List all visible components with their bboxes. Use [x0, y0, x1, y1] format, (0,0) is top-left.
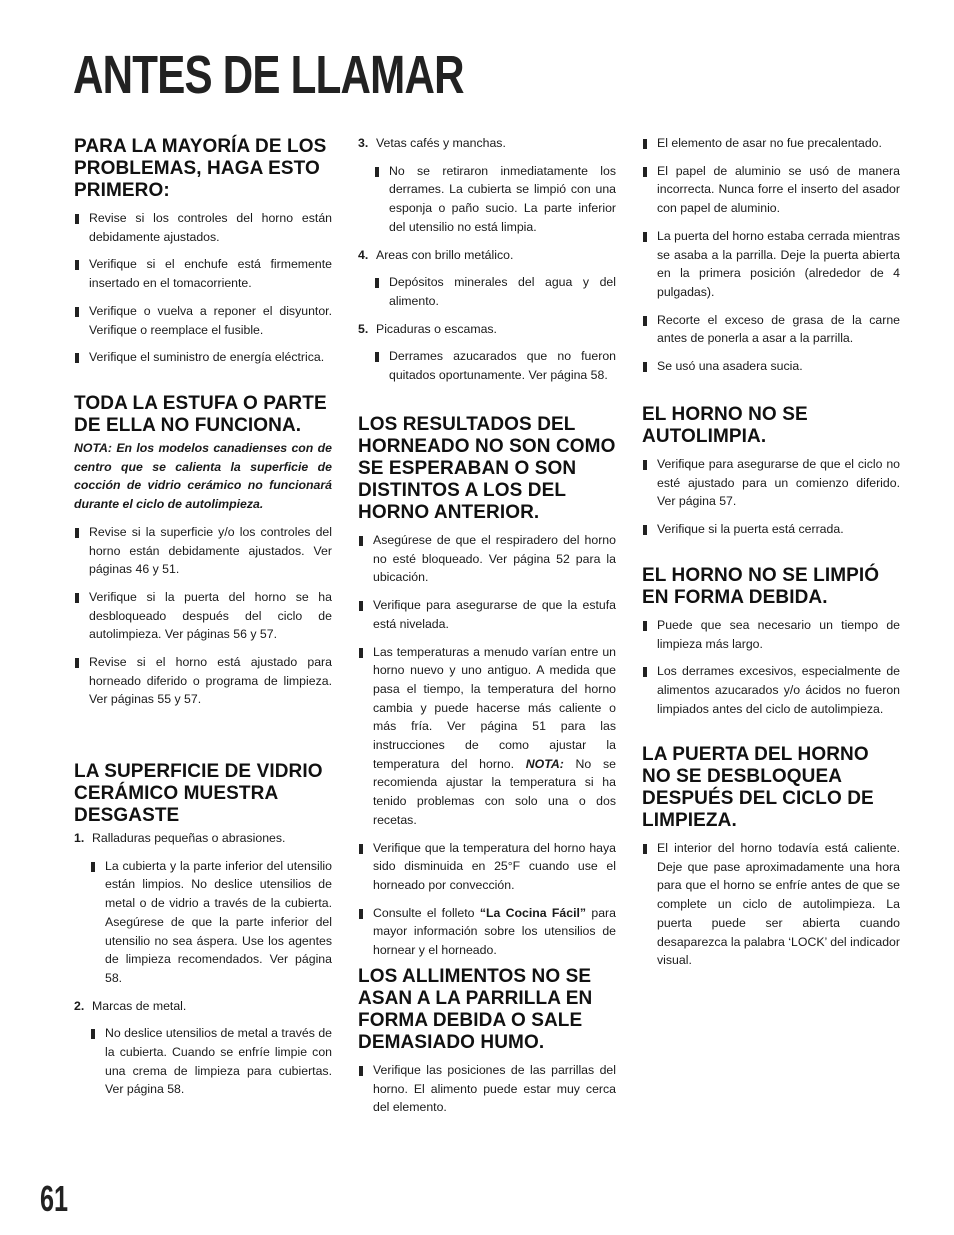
section-broiling [358, 966, 616, 1126]
item-text: Ralladuras pequeñas o abrasiones. [92, 831, 286, 845]
section-heading: LA PUERTA DEL HORNO NO SE DESBLOQUEA DESPUÉS DEL CICLO DE LIMPIEZA. [642, 744, 874, 831]
list-item: Puede que sea necesario un tiempo de limpieza más largo. [642, 616, 900, 653]
item-number: 5. [358, 321, 369, 336]
booklet-title: “La Cocina Fácil” [479, 905, 587, 920]
section-door-not-unlocking [642, 744, 900, 979]
list-item: El papel de aluminio se usó de manera incorrecta. Nunca forre el inserto del asador con papel de aluminio. [642, 162, 900, 218]
item-text: Picaduras o escamas. [376, 321, 497, 336]
list-item: Los derrames excesivos, especialmente de alimentos azucarados y/o ácidos no fueron limpiados antes del ciclo de autolimpieza. [642, 662, 900, 718]
bullet-list [358, 347, 616, 384]
list-item: Asegúrese de que el respiradero del horno no esté bloqueado. Ver página 52 para la ubicación. [358, 531, 616, 587]
numbered-item [74, 829, 332, 848]
list-item: Verifique o vuelva a reponer el disyuntor. Verifique o reemplace el fusible. [74, 302, 332, 339]
item-text: Vetas cafés y manchas. [376, 136, 506, 150]
list-item: Revise si la superficie y/o los controles del horno están debidamente ajustados. Ver páginas 46 y 51. [74, 523, 332, 579]
list-item [358, 643, 616, 830]
numbered-item [358, 320, 616, 339]
list-item: Derrames azucarados que no fueron quitados oportunamente. Ver página 58. [374, 347, 616, 384]
list-item: Verifique si el enchufe está firmemente insertado en el tomacorriente. [74, 255, 332, 292]
section-heading: EL HORNO NO SE LIMPIÓ EN FORMA DEBIDA. [642, 565, 880, 608]
bullet-list [642, 616, 900, 719]
bullet-list [74, 1024, 332, 1099]
page-title: ANTES DE LLAMAR [73, 45, 464, 105]
list-item: Verifique que la temperatura del horno haya sido disminuida en 25°F cuando use el horneado por convección. [358, 839, 616, 895]
list-item: No deslice utensilios de metal a través de la cubierta. Cuando se enfríe limpie con una crema de limpieza para cubiertas. Ver página 58. [90, 1024, 332, 1099]
section-heading: LA SUPERFICIE DE VIDRIO CERÁMICO MUESTRA DESGASTE [74, 761, 323, 826]
section-not-cleaned-properly [642, 565, 900, 728]
bullet-list [358, 273, 616, 310]
item-text: Areas con brillo metálico. [376, 247, 514, 262]
numbered-item [74, 997, 332, 1016]
bullet-list [74, 857, 332, 988]
bullet-list [358, 531, 616, 960]
section-not-self-cleaning [642, 404, 900, 548]
section-glass-wear [74, 761, 332, 1108]
section-heading: EL HORNO NO SE AUTOLIMPIA. [642, 404, 808, 447]
list-item: Depósitos minerales del agua y del alimento. [374, 273, 616, 310]
item-text: No se recomienda ajustar la temperatura si ha tenido problemas con solo una o dos recetas. [373, 756, 616, 827]
list-item: Verifique si la puerta está cerrada. [642, 520, 900, 539]
list-item: La cubierta y la parte inferior del utensilio están limpios. No deslice utensilios de metal o de vidrio a través de la cubierta. Asegúrese de que la parte inferior del utensilio no sea áspera. Use los agentes de limpieza recomendados. Ver página 58. [90, 857, 332, 988]
list-item: El interior del horno todavía está caliente. Deje que pase aproximadamente una hora para que el horno se enfríe antes de que se complete un ciclo de autolimpieza. La puerta puede ser abierta cuando desaparezca la palabra ‘LOCK’ del indicador visual. [642, 839, 900, 970]
list-item: La puerta del horno estaba cerrada mientras se asaba a la parrilla. Deje la puerta abierta en la primera posición (alrededor de 4 pulgadas). [642, 227, 900, 302]
bullet-list [358, 162, 616, 237]
list-item: Verifique si la puerta del horno se ha desbloqueado después del ciclo de autolimpieza. Ver páginas 56 y 57. [74, 588, 332, 644]
section-heading: LOS RESULTADOS DEL HORNEADO NO SON COMO SE ESPERABAN O SON DISTINTOS A LOS DEL HORNO ANTERIOR. [358, 414, 616, 523]
section-stove-not-working [74, 393, 332, 718]
note-label: NOTA: [525, 756, 564, 771]
section-heading: LOS ALLIMENTOS NO SE ASAN A LA PARRILLA EN FORMA DEBIDA O SALE DEMASIADO HUMO. [358, 966, 593, 1053]
item-text: Marcas de metal. [92, 998, 187, 1013]
item-number: 2. [74, 998, 85, 1013]
section-first-steps [74, 136, 332, 376]
item-text: Las temperaturas a menudo varían entre un horno nuevo y uno antiguo. A medida que pasa el tiempo, la temperatura del horno cambia y puede hacerse más caliente o más fría. Ver página 51 para las instrucciones de como ajustar la temperatura del horno. [373, 644, 616, 771]
list-item: Revise si el horno está ajustado para horneado diferido o programa de limpieza. Ver páginas 55 y 57. [74, 653, 332, 709]
list-item: Se usó una asadera sucia. [642, 357, 900, 376]
numbered-item [358, 246, 616, 265]
item-text: para mayor información sobre los utensilios de hornear y el horneado. [373, 905, 616, 958]
item-number: 1. [74, 831, 85, 845]
list-item: Verifique para asegurarse de que el ciclo no esté ajustado para un comienzo diferido. Ver página 57. [642, 455, 900, 511]
bullet-list [358, 1061, 616, 1117]
list-item: El elemento de asar no fue precalentado. [642, 134, 900, 153]
bullet-list [74, 209, 332, 367]
section-glass-wear-continued [358, 134, 616, 394]
section-heading: TODA LA ESTUFA O PARTE DE ELLA NO FUNCIONA. [74, 393, 327, 436]
page-number: 61 [40, 1178, 69, 1219]
bullet-list [642, 455, 900, 539]
note-text: NOTA: En los modelos canadienses con de centro que se calienta la superficie de cocción de vidrio cerámico no funcionará durante el ciclo de autolimpieza. [74, 441, 332, 512]
item-number: 4. [358, 247, 369, 262]
bullet-list [642, 134, 900, 376]
list-item: Revise si los controles del horno están debidamente ajustados. [74, 209, 332, 246]
list-item: No se retiraron inmediatamente los derrames. La cubierta se limpió con una esponja o paño sucio. La parte inferior del utensilio no está limpia. [374, 162, 616, 237]
list-item [358, 904, 616, 960]
bullet-list [642, 839, 900, 970]
section-baking-results [358, 414, 616, 969]
list-item: Verifique las posiciones de las parrillas del horno. El alimento puede estar muy cerca del elemento. [358, 1061, 616, 1117]
bullet-list [74, 523, 332, 709]
section-heading: PARA LA MAYORÍA DE LOS PROBLEMAS, HAGA ESTO PRIMERO: [74, 136, 327, 201]
item-number: 3. [358, 136, 369, 150]
list-item: Verifique el suministro de energía eléctrica. [74, 348, 332, 367]
section-broiling-continued [642, 134, 900, 385]
numbered-item [358, 134, 616, 153]
list-item: Recorte el exceso de grasa de la carne antes de ponerla a asar a la parrilla. [642, 311, 900, 348]
list-item: Verifique para asegurarse de que la estufa está nivelada. [358, 596, 616, 633]
item-text: Consulte el folleto [373, 905, 475, 920]
